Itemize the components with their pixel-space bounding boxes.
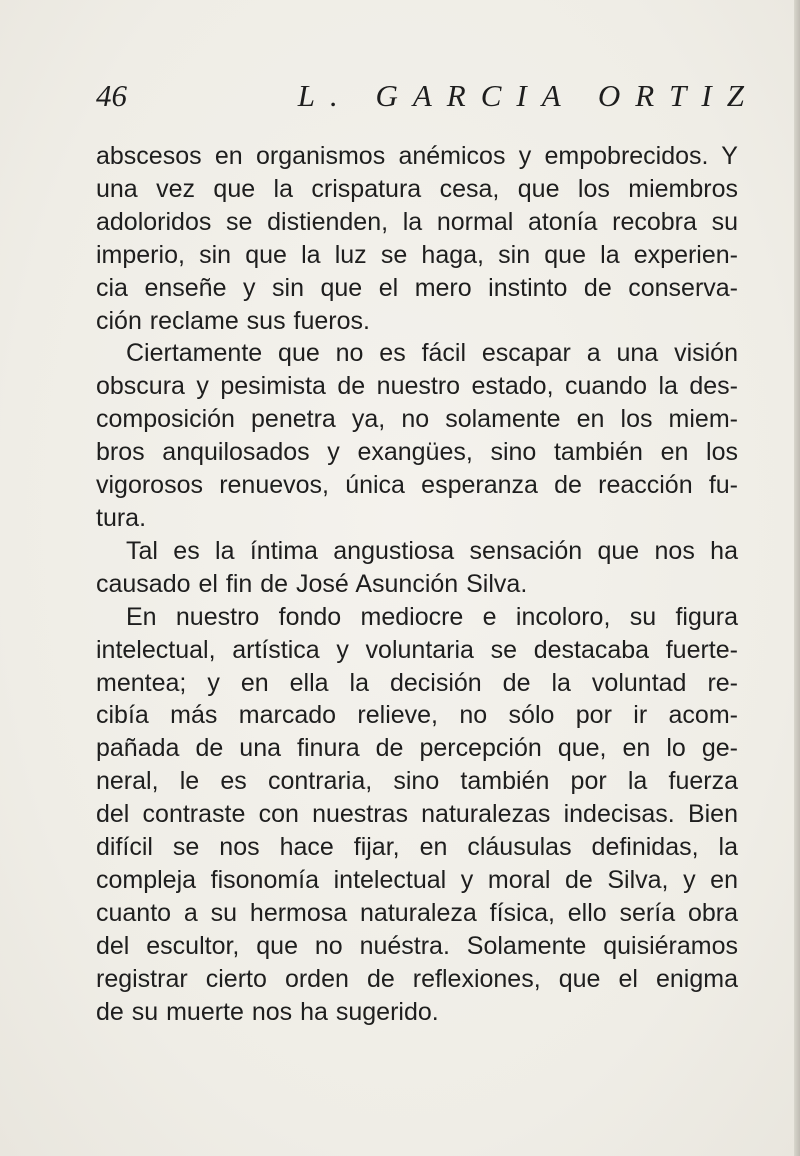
text-line: cuanto a su hermosa naturaleza física, ello sería obra	[96, 898, 738, 927]
text-line: vigorosos renuevos, única esperanza de reacción fu-	[96, 471, 738, 500]
text-line: del escultor, que no nuéstra. Solamente quisiéramos	[96, 931, 738, 960]
text-line: intelectual, artística y voluntaria se destacaba fuerte-	[96, 635, 738, 664]
text-line: pañada de una finura de percepción que, en lo ge-	[96, 734, 738, 763]
page-edge	[794, 0, 800, 1156]
text-line: del contraste con nuestras naturalezas indecisas. Bien	[96, 800, 738, 829]
text-line: Ciertamente que no es fácil escapar a una visión	[126, 339, 738, 368]
paragraph	[96, 601, 738, 1029]
text-line: mentea; y en ella la decisión de la voluntad re-	[96, 668, 738, 697]
text-line: de su muerte nos ha sugerido.	[96, 997, 439, 1026]
text-line: bros anquilosados y exangües, sino también en los	[96, 438, 738, 467]
page-header	[96, 76, 759, 116]
text-line: compleja fisonomía intelectual y moral de Silva, y en	[96, 865, 738, 894]
page-number: 46	[96, 78, 127, 113]
text-line: cibía más marcado relieve, no sólo por ir acom-	[96, 701, 738, 730]
text-line: tura.	[96, 503, 147, 532]
paragraph	[96, 140, 738, 337]
text-line: ción reclame sus fueros.	[96, 306, 370, 335]
body-text	[96, 140, 738, 1028]
text-line: adoloridos se distienden, la normal atonía recobra su	[96, 207, 738, 236]
paragraph	[96, 535, 738, 601]
running-title: L. GARCIA ORTIZ	[297, 78, 759, 113]
text-line: composición penetra ya, no solamente en los miem-	[96, 405, 738, 434]
text-line: imperio, sin que la luz se haga, sin que la experien-	[96, 240, 738, 269]
paragraph	[96, 337, 738, 534]
text-line: una vez que la crispatura cesa, que los miembros	[96, 174, 738, 203]
text-line: registrar cierto orden de reflexiones, que el enigma	[96, 964, 738, 993]
text-line: difícil se nos hace fijar, en cláusulas definidas, la	[96, 833, 738, 862]
text-line: Tal es la íntima angustiosa sensación que nos ha	[126, 536, 738, 565]
text-line: cia enseñe y sin que el mero instinto de conserva-	[96, 273, 738, 302]
text-line: neral, le es contraria, sino también por la fuerza	[96, 767, 738, 796]
text-line: obscura y pesimista de nuestro estado, cuando la des-	[96, 372, 738, 401]
text-line: abscesos en organismos anémicos y empobrecidos. Y	[96, 142, 738, 170]
text-line: En nuestro fondo mediocre e incoloro, su figura	[126, 602, 738, 631]
text-line: causado el fin de José Asunción Silva.	[96, 569, 528, 598]
